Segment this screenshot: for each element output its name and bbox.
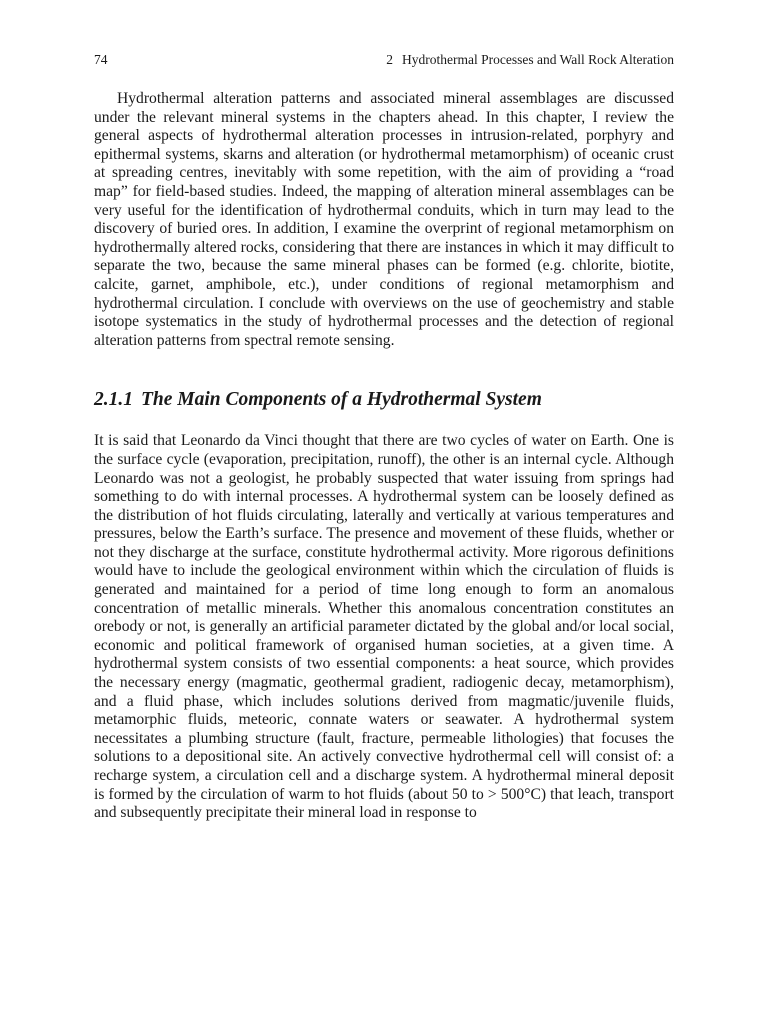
page-number: 74 [94, 52, 108, 67]
section-heading [94, 388, 674, 412]
intro-paragraph: Hydrothermal alteration patterns and associated mineral assemblages are discussed under the relevant mineral systems in the chapters ahead. In this chapter, I review the general aspects of hydrothermal alteration processes in intrusion-related, porphyry and epithermal systems, skarns and alteration (or hydrothermal metamorphism) of oceanic crust at spreading centres, inevitably with some repetition, with the aim of providing a “road map” for field-based studies. Indeed, the mapping of alteration mineral assemblages can be very useful for the identification of hydrothermal conduits, which in turn may lead to the discovery of buried ores. In addition, I examine the overprint of regional metamorphism on hydrothermally altered rocks, considering that there are instances in which it may difficult to separate the two, because the same mineral phases can be formed (e.g. chlorite, biotite, calcite, garnet, amphibole, etc.), under conditions of regional metamorphism and hydrothermal circulation. I conclude with overviews on the use of geochemistry and stable isotope systematics in the study of hydrothermal processes and the detection of regional alteration patterns from spectral remote sensing. [94, 90, 674, 349]
chapter-header [386, 50, 674, 70]
section-number: 2.1.1 [94, 389, 133, 411]
chapter-title: Hydrothermal Processes and Wall Rock Alteration [402, 52, 674, 67]
chapter-number: 2 [386, 52, 394, 67]
section-paragraph: It is said that Leonardo da Vinci thought that there are two cycles of water on Earth. One is the surface cycle (evaporation, precipitation, runoff), the other is an internal cycle. Although Leonardo was not a geologist, he probably suspected that water issuing from springs had something to do with internal processes. A hydrothermal system can be loosely defined as the distribution of hot fluids circulating, laterally and vertically at various temperatures and pressures, below the Earth’s surface. The presence and movement of these fluids, whether or not they discharge at the surface, constitute hydrothermal activity. More rigorous definitions would have to include the geological environment within which the circulation of fluids is generated and maintained for a period of time long enough to form an anomalous concentration of metallic minerals. Whether this anomalous concentration constitutes an orebody or not, is generally an artificial parameter dictated by the global and/or local social, economic and political framework of organised human societies, at a given time. A hydrothermal system consists of two essential components: a heat source, which provides the necessary energy (magmatic, geothermal gradient, radiogenic decay, metamorphism), and a fluid phase, which includes solutions derived from magmatic/juvenile fluids, metamorphic fluids, meteoric, connate waters or seawater. A hydrothermal system necessitates a plumbing structure (fault, fracture, permeable lithologies) that focuses the solutions to a depositional site. An actively convective hydrothermal cell will consist of: a recharge system, a circulation cell and a discharge system. A hydrothermal mineral deposit is formed by the circulation of warm to hot fluids (about 50 to > 500°C) that leach, transport and subsequently precipitate their mineral load in response to [94, 432, 674, 822]
section-title: The Main Components of a Hydrothermal System [141, 389, 542, 411]
running-head [94, 50, 674, 72]
book-page [94, 50, 674, 823]
